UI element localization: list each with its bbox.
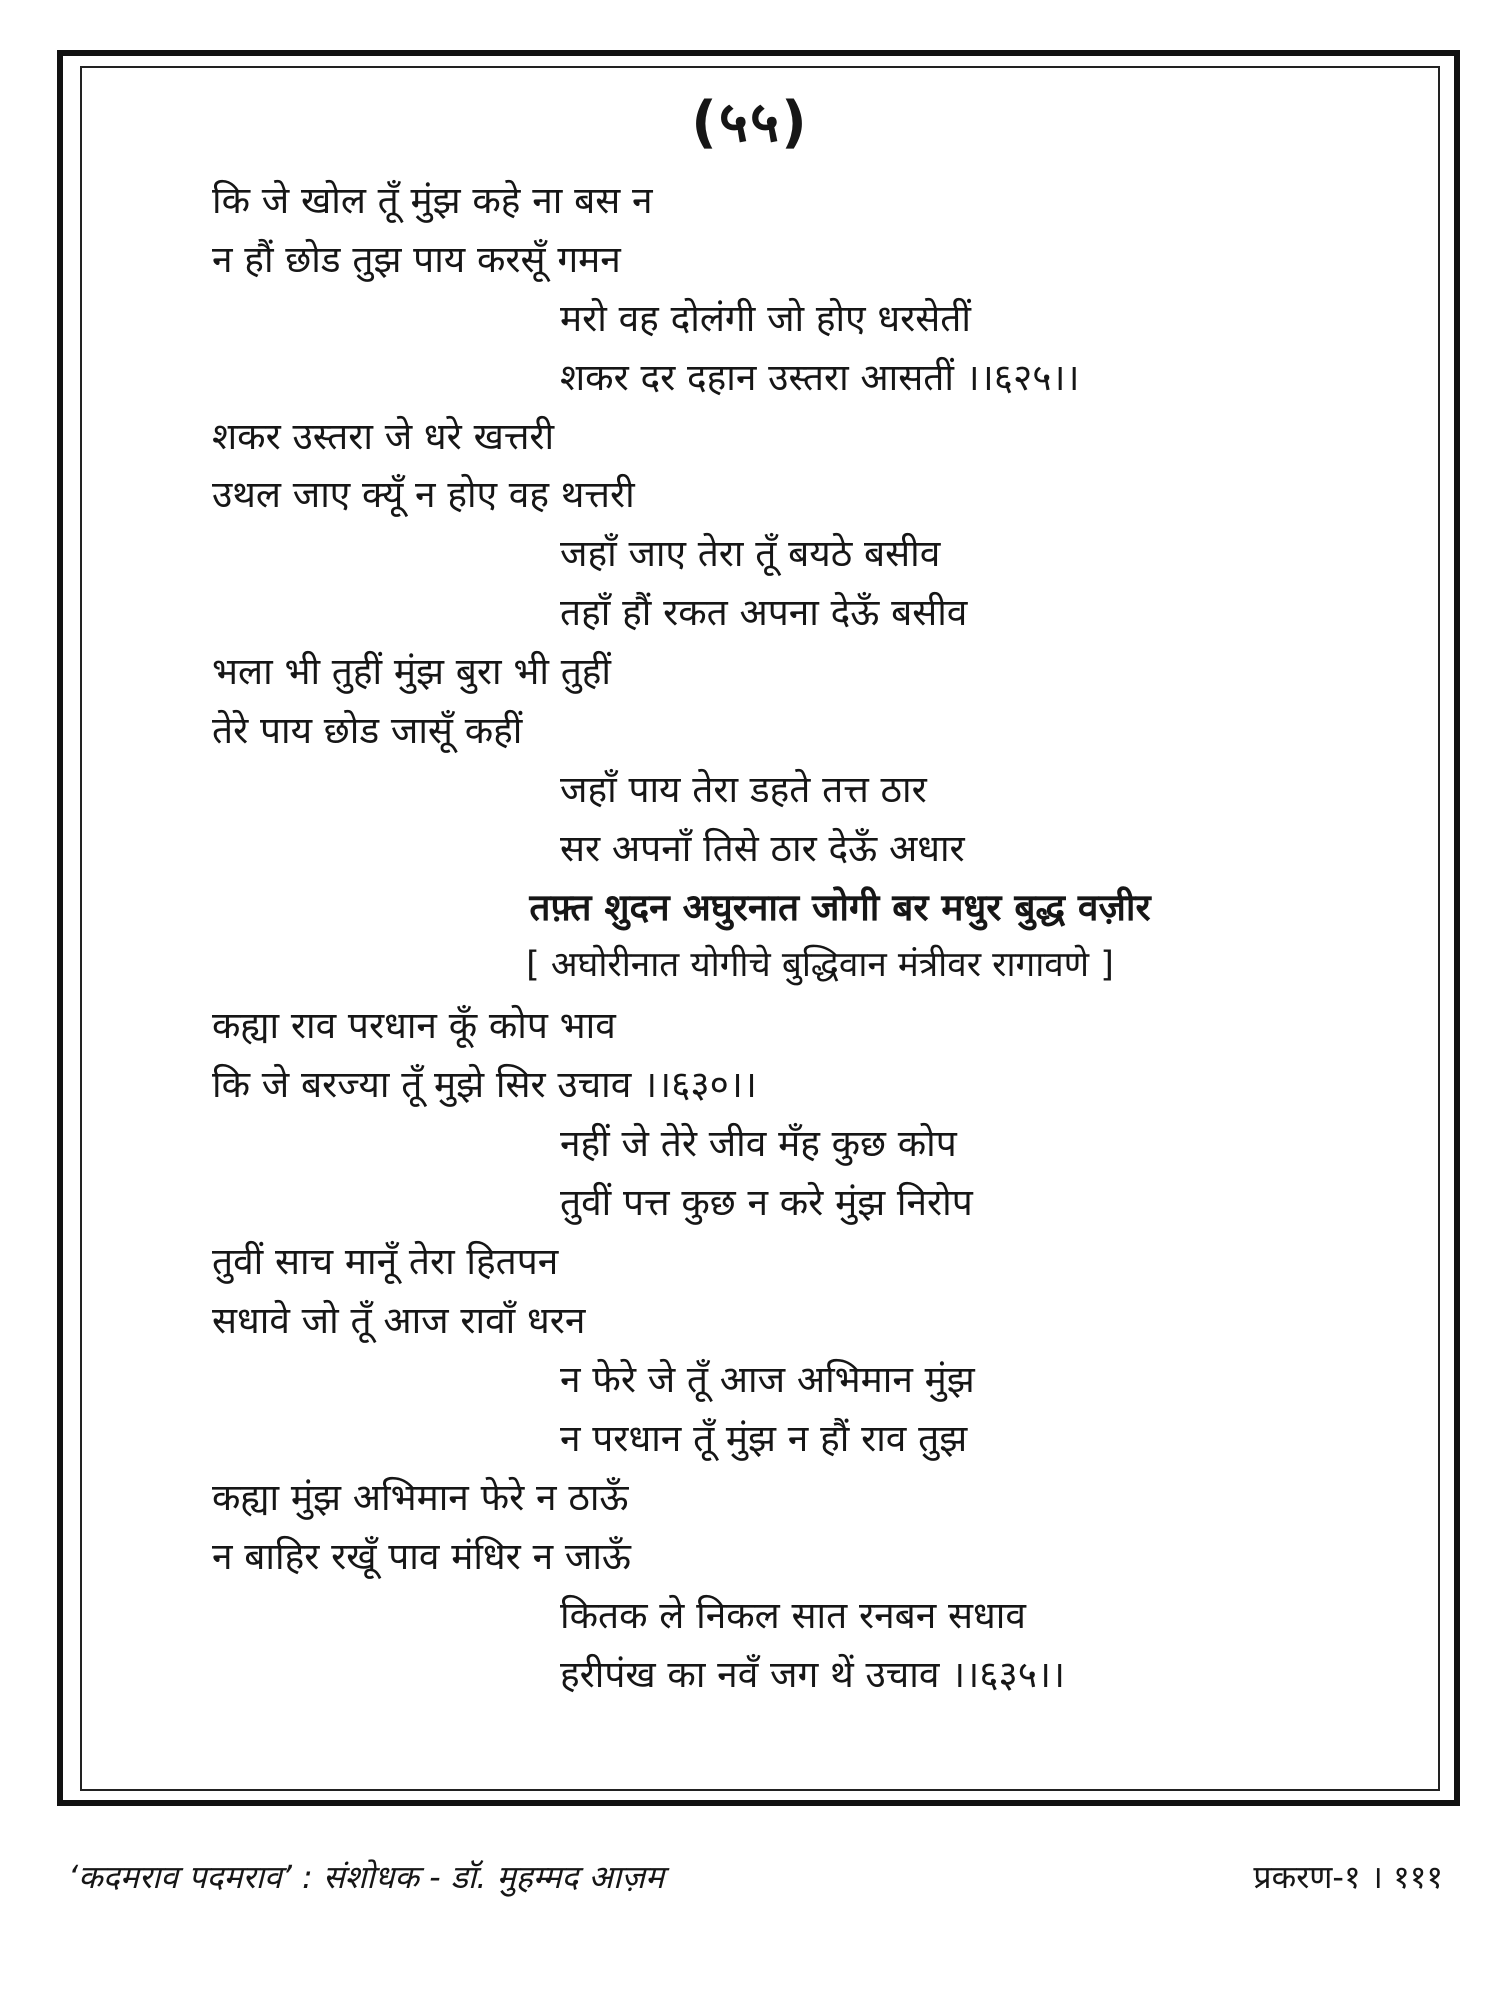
section-subheading: [ अघोरीनात योगीचे बुद्धिवान मंत्रीवर रागावणे ] xyxy=(526,945,1114,985)
verse-line: शकर दर दहान उस्तरा आसतीं ।।६२५।। xyxy=(560,356,1080,399)
section-heading: तफ़्त शुदन अघुरनात जोगी बर मधुर बुद्ध वज़ीर xyxy=(529,886,1151,929)
verse-line: भला भी तुहीं मुंझ बुरा भी तुहीं xyxy=(212,650,612,693)
page-number: (५५) xyxy=(691,90,809,155)
verse-line: न बाहिर रखूँ पाव मंधिर न जाऊँ xyxy=(212,1535,631,1578)
footer-book-title: ‘कदमराव पदमराव’ : संशोधक - डॉ. मुहम्मद आज़म xyxy=(68,1858,665,1896)
verse-line: न हौं छोड तुझ पाय करसूँ गमन xyxy=(212,238,621,281)
verse-line: सधावे जो तूँ आज रावाँ धरन xyxy=(212,1299,586,1342)
verse-line: कि जे खोल तूँ मुंझ कहे ना बस न xyxy=(212,179,653,222)
verse-line: जहाँ पाय तेरा डहते तत्त ठार xyxy=(560,768,927,811)
verse-line: कह्या मुंझ अभिमान फेरे न ठाऊँ xyxy=(212,1476,629,1519)
verse-line: कह्या राव परधान कूँ कोप भाव xyxy=(212,1004,616,1047)
verse-line: शकर उस्तरा जे धरे खत्तरी xyxy=(212,415,555,458)
footer-chapter-page: प्रकरण-१ । १११ xyxy=(1253,1858,1443,1896)
verse-line: सर अपनाँ तिसे ठार देऊँ अधार xyxy=(560,827,965,870)
verse-line: उथल जाए क्यूँ न होए वह थत्तरी xyxy=(212,473,635,516)
verse-line: कि जे बरज्या तूँ मुझे सिर उचाव ।।६३०।। xyxy=(212,1063,757,1106)
verse-line: तहाँ हौं रकत अपना देऊँ बसीव xyxy=(560,591,968,634)
verse-line: हरीपंख का नवँ जग थें उचाव ।।६३५।। xyxy=(560,1653,1065,1696)
verse-line: जहाँ जाए तेरा तूँ बयठे बसीव xyxy=(560,532,941,575)
verse-line: तुवीं पत्त कुछ न करे मुंझ निरोप xyxy=(560,1181,973,1224)
verse-line: तेरे पाय छोड जासूँ कहीं xyxy=(212,709,523,752)
verse-line: मरो वह दोलंगी जो होए धरसेतीं xyxy=(560,297,971,340)
verse-line: कितक ले निकल सात रनबन सधाव xyxy=(560,1594,1026,1637)
verse-line: तुवीं साच मानूँ तेरा हितपन xyxy=(212,1240,559,1283)
verse-line: न परधान तूँ मुंझ न हौं राव तुझ xyxy=(560,1417,968,1460)
verse-line: नहीं जे तेरे जीव मँह कुछ कोप xyxy=(560,1122,957,1165)
verse-line: न फेरे जे तूँ आज अभिमान मुंझ xyxy=(560,1358,975,1401)
